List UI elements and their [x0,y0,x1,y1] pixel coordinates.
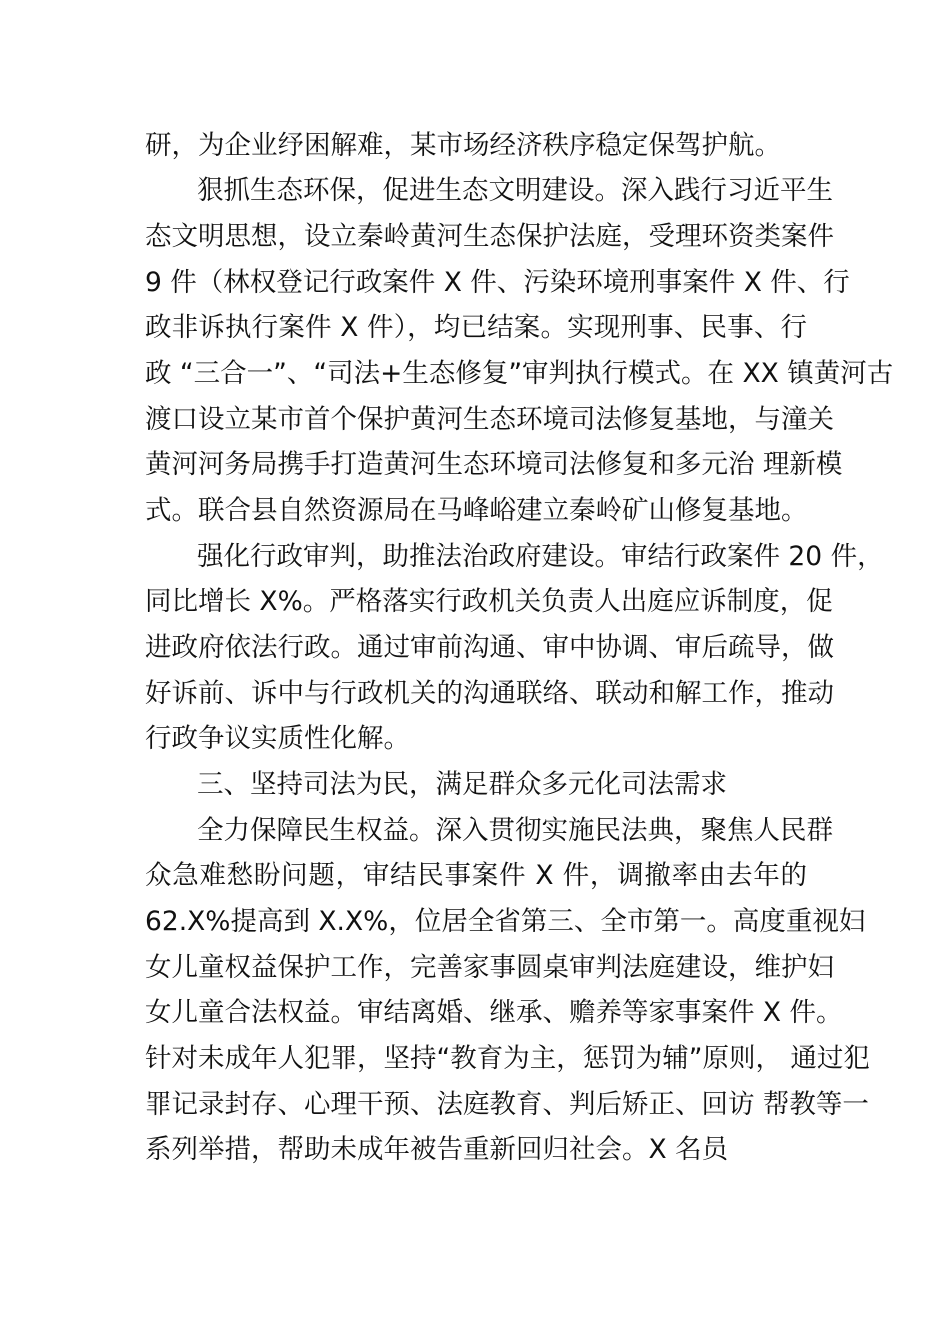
text-line: 政 “三合一”、“司法+生态修复”审判执行模式。在 XX 镇黄河古 [145,358,894,389]
text-line: 式。联合县自然资源局在马峰峪建立秦岭矿山修复基地。 [145,495,808,526]
section-heading: 三、坚持司法为民，满足群众多元化司法需求 [197,769,727,800]
paragraph-first-line: 全力保障民生权益。深入贯彻实施民法典，聚焦人民群 [197,815,833,846]
text-line: 好诉前、诉中与行政机关的沟通联络、联动和解工作，推动 [145,678,834,709]
text-line: 政非诉执行案件 X 件），均已结案。实现刑事、民事、行 [145,312,807,343]
text-line: 女儿童合法权益。审结离婚、继承、赡养等家事案件 X 件。 [145,997,843,1028]
text-line: 系列举措，帮助未成年被告重新回归社会。X 名员 [145,1134,729,1165]
text-line: 罪记录封存、心理干预、法庭教育、判后矫正、回访 帮教等一 [145,1089,869,1120]
text-line: 9 件（林权登记行政案件 X 件、污染环境刑事案件 X 件、行 [145,267,850,298]
text-line: 研，为企业纾困解难，某市场经济秩序稳定保驾护航。 [145,130,781,161]
text-line: 黄河河务局携手打造黄河生态环境司法修复和多元治 理新模 [145,449,843,480]
text-line: 行政争议实质性化解。 [145,723,410,754]
text-line: 进政府依法行政。通过审前沟通、审中协调、审后疏导，做 [145,632,834,663]
paragraph-first-line: 强化行政审判，助推法治政府建设。审结行政案件 20 件， [197,541,884,572]
text-line: 女儿童权益保护工作，完善家事圆桌审判法庭建设，维护妇 [145,952,834,983]
paragraph-first-line: 狠抓生态环保，促进生态文明建设。深入践行习近平生 [197,175,833,206]
text-line: 众急难愁盼问题，审结民事案件 X 件，调撤率由去年的 [145,860,807,891]
text-line: 渡口设立某市首个保护黄河生态环境司法修复基地，与潼关 [145,404,834,435]
text-line: 同比增长 X%。严格落实行政机关负责人出庭应诉制度，促 [145,586,833,617]
text-line: 62.X%提高到 X.X%，位居全省第三、全市第一。高度重视妇 [145,906,866,937]
text-line: 针对未成年人犯罪，坚持“教育为主，惩罚为辅”原则， 通过犯 [145,1043,870,1074]
text-line: 态文明思想，设立秦岭黄河生态保护法庭，受理环资类案件 [145,221,834,252]
